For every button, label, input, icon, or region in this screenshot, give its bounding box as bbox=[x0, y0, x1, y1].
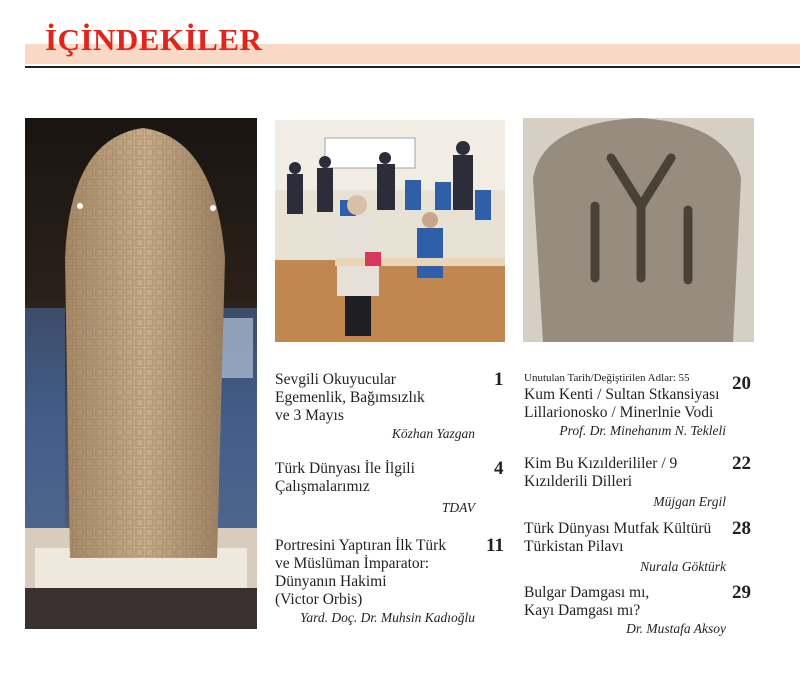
classroom-photo bbox=[275, 120, 505, 342]
stone-symbol-photo bbox=[523, 118, 754, 342]
entry-page-number: 1 bbox=[494, 369, 504, 390]
entry-author: Prof. Dr. Minehanım N. Tekleli bbox=[559, 423, 726, 438]
stone-stele-photo bbox=[25, 118, 257, 629]
entry-title-line: Türk Dünyası Mutfak Kültürü bbox=[524, 520, 712, 537]
entry-author: Közhan Yazgan bbox=[391, 426, 475, 441]
entry-page-number: 11 bbox=[486, 535, 504, 556]
entry-title-line: ve Müslüman İmparator: bbox=[275, 555, 430, 572]
entry-title-line: Bulgar Damgası mı, bbox=[524, 584, 650, 601]
entry-title-line: Egemenlik, Bağımsızlık bbox=[275, 389, 425, 406]
page-title: İÇİNDEKİLER bbox=[45, 22, 263, 57]
toc-entry[interactable] bbox=[275, 371, 505, 443]
entry-title-line: ve 3 Mayıs bbox=[275, 407, 344, 424]
entry-author: Müjgan Ergil bbox=[653, 494, 726, 509]
entry-page-number: 28 bbox=[732, 518, 751, 539]
entry-page-number: 29 bbox=[732, 582, 751, 603]
toc-entry[interactable] bbox=[524, 584, 754, 638]
entry-title-line: Çalışmalarımız bbox=[275, 478, 370, 495]
entry-title-line: Türk Dünyası İle İlgili bbox=[275, 460, 415, 477]
entry-title-line: Kim Bu Kızılderililer / 9 bbox=[524, 455, 678, 472]
entry-title-line: Kızılderili Dilleri bbox=[524, 473, 633, 490]
entry-author: TDAV bbox=[441, 500, 475, 515]
toc-entry[interactable] bbox=[524, 520, 754, 576]
entry-title-line: Portresini Yaptıran İlk Türk bbox=[275, 537, 447, 554]
entry-author: Nurala Göktürk bbox=[640, 559, 726, 574]
entry-author: Yard. Doç. Dr. Muhsin Kadıoğlu bbox=[300, 610, 475, 625]
entry-title-line: Türkistan Pilavı bbox=[524, 538, 624, 555]
toc-entry[interactable] bbox=[524, 371, 754, 440]
entry-page-number: 22 bbox=[732, 453, 751, 474]
entry-series-line: Unutulan Tarih/Değiştirilen Adlar: 55 bbox=[524, 372, 690, 384]
entry-title-line: Dünyanın Hakimi bbox=[275, 573, 387, 590]
toc-entry[interactable] bbox=[524, 455, 754, 511]
entry-title-line: Lillarionosko / Minerlnie Vodi bbox=[524, 404, 714, 421]
entry-author: Dr. Mustafa Aksoy bbox=[626, 621, 726, 636]
entry-title-line: Kum Kenti / Sultan Stkansiyası bbox=[524, 386, 720, 403]
entry-title-line: Sevgili Okuyucular bbox=[275, 371, 396, 388]
entry-page-number: 4 bbox=[494, 458, 504, 479]
header-divider bbox=[25, 66, 800, 68]
toc-entry[interactable] bbox=[275, 537, 505, 627]
entry-page-number: 20 bbox=[732, 373, 751, 394]
entry-title-line: Kayı Damgası mı? bbox=[524, 602, 641, 619]
entry-title-line: (Victor Orbis) bbox=[275, 591, 363, 608]
toc-entry[interactable] bbox=[275, 460, 505, 517]
